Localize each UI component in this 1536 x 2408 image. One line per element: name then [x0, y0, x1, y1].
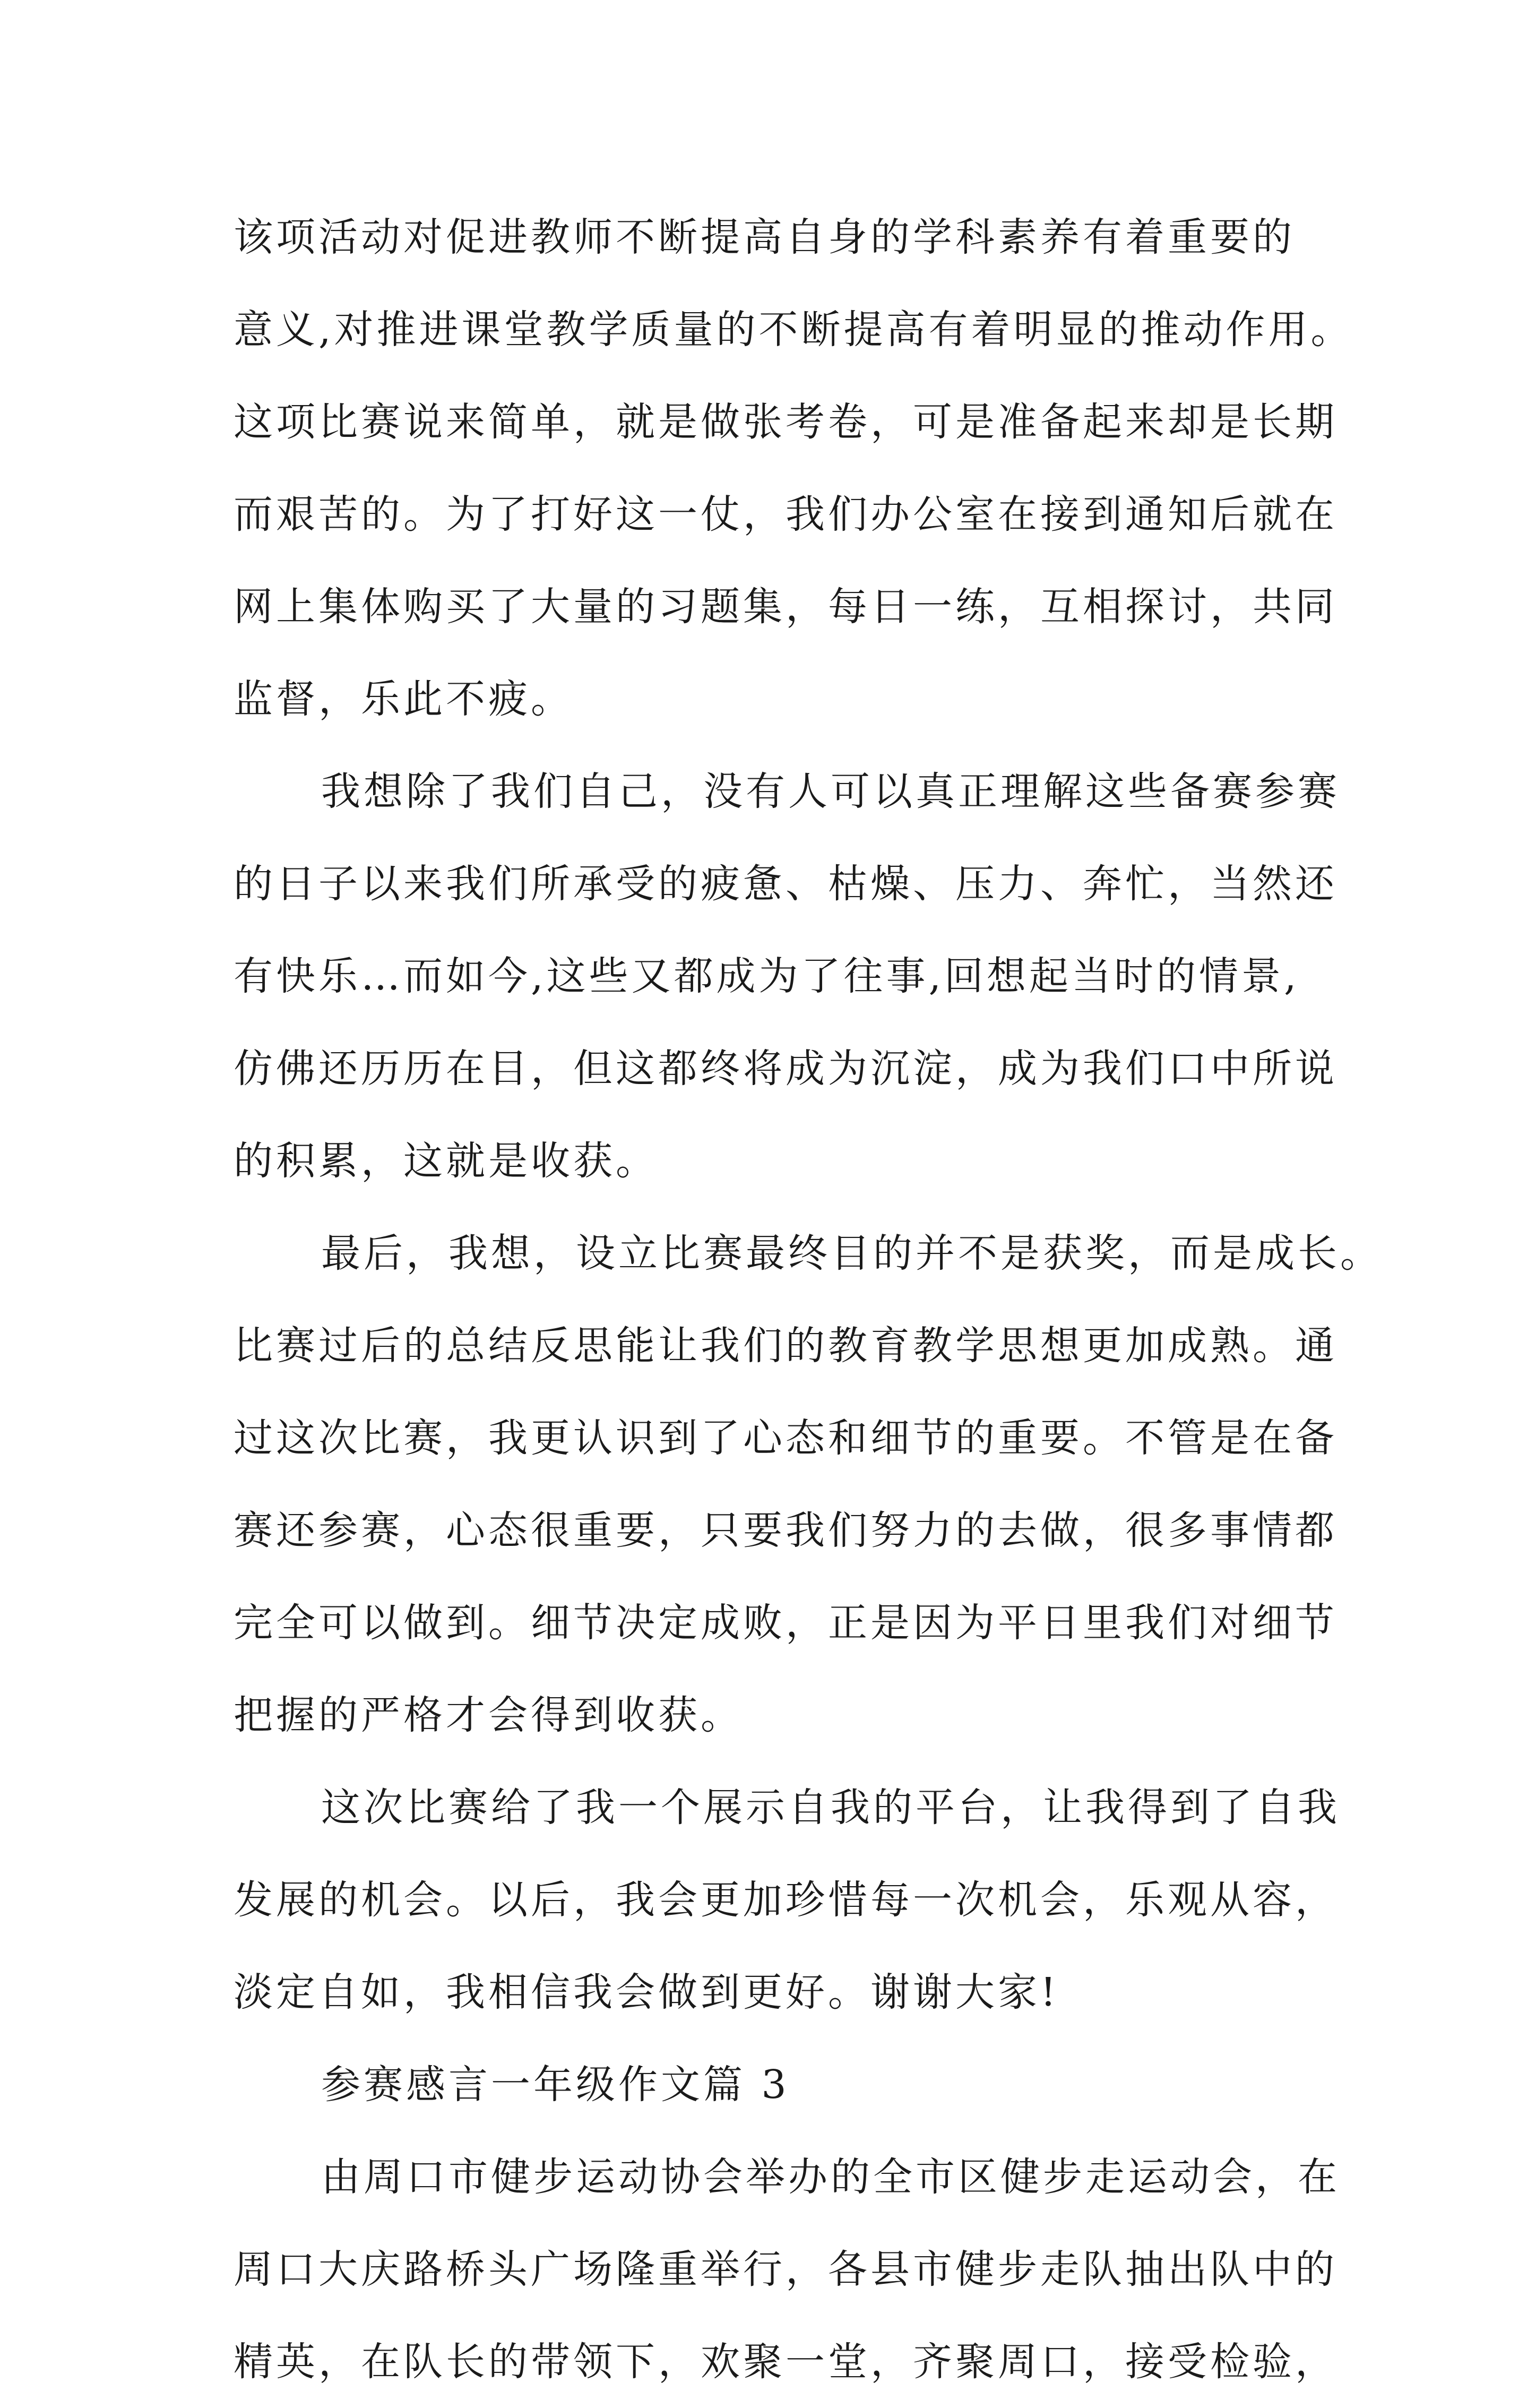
- text-line: 网上集体购买了大量的习题集，每日一练，互相探讨，共同: [234, 584, 1337, 630]
- text-line: 把握的严格才会得到收获。: [234, 1692, 743, 1738]
- text-line: 赛还参赛，心态很重要，只要我们努力的去做，很多事情都: [234, 1508, 1337, 1553]
- text-line: 过这次比赛，我更认识到了心态和细节的重要。不管是在备: [234, 1415, 1337, 1461]
- text-line: 淡定自如，我相信我会做到更好。谢谢大家!: [234, 1970, 1059, 2015]
- text-line: 发展的机会。以后，我会更加珍惜每一次机会，乐观从容，: [234, 1877, 1337, 1923]
- text-line: 精英，在队长的带领下，欢聚一堂，齐聚周口，接受检验，: [234, 2339, 1337, 2385]
- text-line: 的积累，这就是收获。: [234, 1138, 658, 1184]
- text-line: 而艰苦的。为了打好这一仗，我们办公室在接到通知后就在: [234, 492, 1337, 537]
- body-text: [234, 191, 1383, 2408]
- paragraph-first-line: 我想除了我们自己，没有人可以真正理解这些备赛参赛: [321, 769, 1340, 814]
- text-line: 该项活动对促进教师不断提高自身的学科素养有着重要的: [234, 214, 1295, 260]
- text-line: 完全可以做到。细节决定成败，正是因为平日里我们对细节: [234, 1600, 1337, 1646]
- text-line: 这项比赛说来简单，就是做张考卷，可是准备起来却是长期: [234, 399, 1337, 445]
- paragraph-first-line: 这次比赛给了我一个展示自我的平台，让我得到了自我: [321, 1785, 1340, 1830]
- text-line: 仿佛还历历在目，但这都终将成为沉淀，成为我们口中所说: [234, 1046, 1337, 1091]
- text-line: 的日子以来我们所承受的疲惫、枯燥、压力、奔忙，当然还: [234, 861, 1337, 907]
- text-line: 比赛过后的总结反思能让我们的教育教学思想更加成熟。通: [234, 1323, 1337, 1369]
- text-line: 意义,对推进课堂教学质量的不断提高有着明显的推动作用。: [234, 307, 1353, 352]
- text-line: 监督，乐此不疲。: [234, 676, 573, 722]
- text-line: 有快乐…而如今,这些又都成为了往事,回想起当时的情景,: [234, 953, 1300, 999]
- text-line: 周口大庆路桥头广场隆重举行，各县市健步走队抽出队中的: [234, 2247, 1337, 2292]
- paragraph-first-line: 最后，我想，设立比赛最终目的并不是获奖，而是成长。: [321, 1231, 1383, 1276]
- section-heading: 参赛感言一年级作文篇 3: [321, 2062, 790, 2108]
- paragraph-first-line: 由周口市健步运动协会举办的全市区健步走运动会，在: [321, 2154, 1340, 2200]
